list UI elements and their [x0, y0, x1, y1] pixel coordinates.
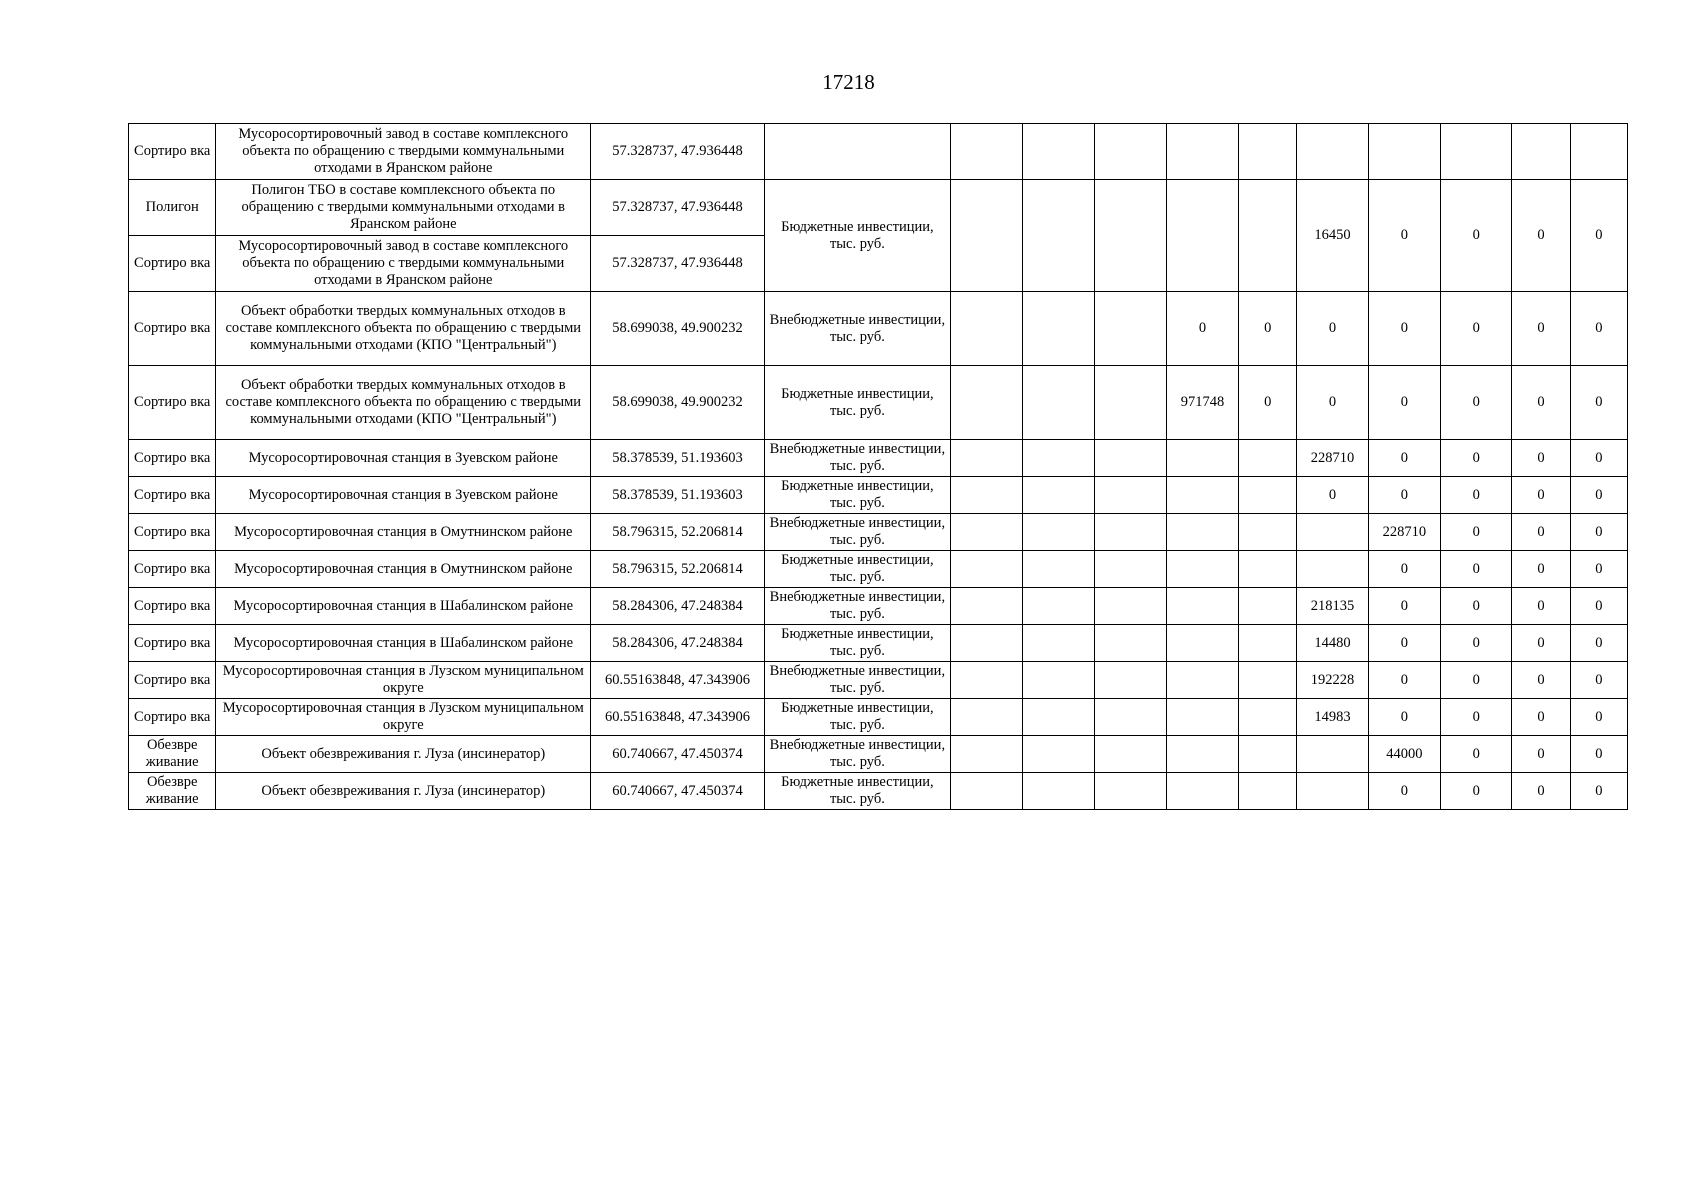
table-row	[129, 699, 1628, 736]
funding-source-cell: Бюджетные инвестиции, тыс. руб.	[764, 551, 950, 588]
value-cell: 0	[1512, 588, 1570, 625]
table-row	[129, 514, 1628, 551]
coordinates-cell: 58.796315, 52.206814	[591, 514, 765, 551]
value-cell	[1239, 662, 1297, 699]
value-cell	[1166, 625, 1238, 662]
value-cell	[1023, 124, 1095, 180]
value-cell: 0	[1368, 588, 1440, 625]
value-cell	[1023, 662, 1095, 699]
value-cell	[1095, 366, 1166, 440]
value-cell	[950, 625, 1022, 662]
value-cell	[1095, 440, 1166, 477]
value-cell	[1239, 773, 1297, 810]
object-name-cell: Объект обработки твердых коммунальных отходов в составе комплексного объекта по обращению с твердыми коммунальными отходами (КПО "Центральный")	[216, 366, 591, 440]
value-cell: 0	[1166, 292, 1238, 366]
value-cell	[1095, 699, 1166, 736]
value-cell	[1023, 773, 1095, 810]
coordinates-cell: 60.740667, 47.450374	[591, 773, 765, 810]
funding-source-cell: Внебюджетные инвестиции, тыс. руб.	[764, 662, 950, 699]
value-cell	[950, 124, 1022, 180]
value-cell: 0	[1297, 477, 1368, 514]
value-cell	[1166, 440, 1238, 477]
value-cell	[1095, 662, 1166, 699]
value-cell: 0	[1512, 440, 1570, 477]
value-cell	[1166, 514, 1238, 551]
value-cell: 0	[1441, 699, 1512, 736]
value-cell: 0	[1570, 736, 1627, 773]
value-cell	[1095, 477, 1166, 514]
object-name-cell: Мусоросортировочная станция в Зуевском районе	[216, 440, 591, 477]
object-type-cell: Сортиро вка	[129, 236, 216, 292]
coordinates-cell: 60.55163848, 47.343906	[591, 662, 765, 699]
value-cell	[1239, 514, 1297, 551]
value-cell: 0	[1512, 180, 1570, 292]
table-row	[129, 292, 1628, 366]
coordinates-cell: 58.378539, 51.193603	[591, 440, 765, 477]
page-number: 17218	[822, 70, 875, 94]
object-type-cell: Сортиро вка	[129, 625, 216, 662]
value-cell	[1023, 551, 1095, 588]
object-name-cell: Полигон ТБО в составе комплексного объекта по обращению с твердыми коммунальными отходами в Яранском районе	[216, 180, 591, 236]
value-cell: 0	[1512, 551, 1570, 588]
object-name-cell: Мусоросортировочная станция в Шабалинском районе	[216, 625, 591, 662]
table-row	[129, 625, 1628, 662]
value-cell	[1095, 773, 1166, 810]
value-cell: 0	[1570, 514, 1627, 551]
value-cell	[1512, 124, 1570, 180]
value-cell: 0	[1368, 551, 1440, 588]
value-cell	[1297, 514, 1368, 551]
value-cell: 0	[1441, 477, 1512, 514]
value-cell	[950, 699, 1022, 736]
object-name-cell: Мусоросортировочная станция в Омутнинском районе	[216, 551, 591, 588]
object-name-cell: Мусоросортировочная станция в Лузском муниципальном округе	[216, 699, 591, 736]
value-cell	[1441, 124, 1512, 180]
object-name-cell: Мусоросортировочная станция в Лузском муниципальном округе	[216, 662, 591, 699]
value-cell	[1023, 477, 1095, 514]
value-cell	[1166, 124, 1238, 180]
value-cell	[1095, 124, 1166, 180]
value-cell	[1166, 180, 1238, 292]
value-cell	[1239, 736, 1297, 773]
object-type-cell: Сортиро вка	[129, 440, 216, 477]
funding-source-cell: Внебюджетные инвестиции, тыс. руб.	[764, 514, 950, 551]
value-cell: 0	[1570, 699, 1627, 736]
value-cell: 0	[1297, 366, 1368, 440]
object-type-cell: Полигон	[129, 180, 216, 236]
value-cell	[1095, 551, 1166, 588]
value-cell	[1023, 292, 1095, 366]
value-cell	[1239, 625, 1297, 662]
value-cell: 0	[1368, 699, 1440, 736]
value-cell	[1239, 440, 1297, 477]
value-cell: 0	[1441, 366, 1512, 440]
value-cell	[1095, 625, 1166, 662]
coordinates-cell: 57.328737, 47.936448	[591, 124, 765, 180]
value-cell: 0	[1512, 625, 1570, 662]
value-cell: 0	[1512, 514, 1570, 551]
object-type-cell: Сортиро вка	[129, 366, 216, 440]
value-cell: 0	[1570, 180, 1627, 292]
coordinates-cell: 60.740667, 47.450374	[591, 736, 765, 773]
funding-source-cell: Бюджетные инвестиции, тыс. руб.	[764, 366, 950, 440]
table-row	[129, 662, 1628, 699]
object-type-cell: Сортиро вка	[129, 477, 216, 514]
value-cell: 0	[1570, 440, 1627, 477]
value-cell	[1023, 736, 1095, 773]
value-cell: 0	[1512, 699, 1570, 736]
funding-source-cell: Бюджетные инвестиции, тыс. руб.	[764, 773, 950, 810]
value-cell	[1166, 662, 1238, 699]
value-cell: 228710	[1297, 440, 1368, 477]
value-cell: 0	[1570, 625, 1627, 662]
value-cell	[1023, 366, 1095, 440]
value-cell	[950, 736, 1022, 773]
object-name-cell: Объект обработки твердых коммунальных отходов в составе комплексного объекта по обращению с твердыми коммунальными отходами (КПО "Центральный")	[216, 292, 591, 366]
value-cell: 0	[1441, 551, 1512, 588]
value-cell	[1095, 736, 1166, 773]
value-cell: 0	[1570, 662, 1627, 699]
value-cell: 0	[1441, 440, 1512, 477]
value-cell: 0	[1570, 477, 1627, 514]
value-cell: 0	[1570, 292, 1627, 366]
object-type-cell: Сортиро вка	[129, 662, 216, 699]
value-cell: 0	[1368, 773, 1440, 810]
value-cell	[1297, 736, 1368, 773]
value-cell: 0	[1512, 477, 1570, 514]
value-cell	[950, 180, 1022, 292]
coordinates-cell: 60.55163848, 47.343906	[591, 699, 765, 736]
coordinates-cell: 58.699038, 49.900232	[591, 292, 765, 366]
value-cell	[1239, 699, 1297, 736]
value-cell: 218135	[1297, 588, 1368, 625]
value-cell	[1095, 514, 1166, 551]
value-cell	[950, 551, 1022, 588]
value-cell	[1166, 477, 1238, 514]
value-cell	[950, 440, 1022, 477]
value-cell	[1239, 588, 1297, 625]
value-cell	[1166, 699, 1238, 736]
value-cell	[950, 588, 1022, 625]
funding-source-cell: Внебюджетные инвестиции, тыс. руб.	[764, 736, 950, 773]
value-cell	[950, 514, 1022, 551]
coordinates-cell: 58.284306, 47.248384	[591, 588, 765, 625]
funding-source-cell: Внебюджетные инвестиции, тыс. руб.	[764, 588, 950, 625]
table-row	[129, 588, 1628, 625]
value-cell: 0	[1570, 551, 1627, 588]
value-cell: 0	[1512, 736, 1570, 773]
coordinates-cell: 58.699038, 49.900232	[591, 366, 765, 440]
coordinates-cell: 58.378539, 51.193603	[591, 477, 765, 514]
funding-source-cell: Бюджетные инвестиции, тыс. руб.	[764, 625, 950, 662]
funding-source-cell: Бюджетные инвестиции, тыс. руб.	[764, 477, 950, 514]
object-type-cell: Сортиро вка	[129, 588, 216, 625]
investment-table	[128, 123, 1628, 810]
object-type-cell: Обезвре живание	[129, 736, 216, 773]
object-name-cell: Мусоросортировочная станция в Омутнинском районе	[216, 514, 591, 551]
value-cell: 0	[1512, 662, 1570, 699]
value-cell	[950, 366, 1022, 440]
value-cell	[1095, 180, 1166, 292]
value-cell: 0	[1512, 773, 1570, 810]
table-row	[129, 477, 1628, 514]
table-row	[129, 124, 1628, 180]
value-cell: 0	[1368, 292, 1440, 366]
value-cell	[1023, 440, 1095, 477]
value-cell	[1239, 477, 1297, 514]
value-cell: 0	[1441, 588, 1512, 625]
value-cell	[1239, 180, 1297, 292]
value-cell: 0	[1368, 180, 1440, 292]
value-cell	[1023, 588, 1095, 625]
table-row	[129, 366, 1628, 440]
object-name-cell: Мусоросортировочная станция в Зуевском районе	[216, 477, 591, 514]
value-cell: 0	[1441, 625, 1512, 662]
value-cell	[1023, 699, 1095, 736]
value-cell: 0	[1441, 662, 1512, 699]
value-cell	[1166, 588, 1238, 625]
object-type-cell: Сортиро вка	[129, 699, 216, 736]
value-cell: 0	[1570, 773, 1627, 810]
object-name-cell: Объект обезвреживания г. Луза (инсинератор)	[216, 736, 591, 773]
value-cell	[950, 773, 1022, 810]
object-name-cell: Мусоросортировочный завод в составе комплексного объекта по обращению с твердыми коммунальными отходами в Яранском районе	[216, 124, 591, 180]
table-row	[129, 440, 1628, 477]
funding-source-cell: Внебюджетные инвестиции, тыс. руб.	[764, 440, 950, 477]
value-cell: 192228	[1297, 662, 1368, 699]
object-type-cell: Сортиро вка	[129, 292, 216, 366]
value-cell: 0	[1368, 440, 1440, 477]
table-row	[129, 736, 1628, 773]
object-name-cell: Объект обезвреживания г. Луза (инсинератор)	[216, 773, 591, 810]
value-cell	[1239, 124, 1297, 180]
value-cell	[1023, 625, 1095, 662]
funding-source-cell: Внебюджетные инвестиции, тыс. руб.	[764, 292, 950, 366]
value-cell: 16450	[1297, 180, 1368, 292]
table-row	[129, 180, 1628, 236]
value-cell: 971748	[1166, 366, 1238, 440]
value-cell	[1166, 736, 1238, 773]
value-cell: 0	[1368, 625, 1440, 662]
value-cell: 14983	[1297, 699, 1368, 736]
value-cell: 0	[1570, 366, 1627, 440]
value-cell	[1095, 292, 1166, 366]
value-cell: 44000	[1368, 736, 1440, 773]
value-cell: 0	[1368, 662, 1440, 699]
value-cell	[1297, 124, 1368, 180]
coordinates-cell: 58.796315, 52.206814	[591, 551, 765, 588]
value-cell: 14480	[1297, 625, 1368, 662]
object-name-cell: Мусоросортировочный завод в составе комплексного объекта по обращению с твердыми коммунальными отходами в Яранском районе	[216, 236, 591, 292]
object-type-cell: Обезвре живание	[129, 773, 216, 810]
value-cell: 0	[1239, 292, 1297, 366]
value-cell: 0	[1512, 366, 1570, 440]
funding-source-cell: Бюджетные инвестиции, тыс. руб.	[764, 699, 950, 736]
value-cell: 0	[1441, 180, 1512, 292]
value-cell	[950, 292, 1022, 366]
value-cell	[1166, 551, 1238, 588]
value-cell: 0	[1297, 292, 1368, 366]
value-cell: 228710	[1368, 514, 1440, 551]
value-cell	[950, 477, 1022, 514]
object-type-cell: Сортиро вка	[129, 124, 216, 180]
coordinates-cell: 57.328737, 47.936448	[591, 236, 765, 292]
coordinates-cell: 58.284306, 47.248384	[591, 625, 765, 662]
value-cell	[1166, 773, 1238, 810]
coordinates-cell: 57.328737, 47.936448	[591, 180, 765, 236]
funding-source-cell	[764, 124, 950, 180]
value-cell	[1023, 514, 1095, 551]
value-cell	[1023, 180, 1095, 292]
value-cell	[1297, 551, 1368, 588]
value-cell: 0	[1368, 366, 1440, 440]
value-cell: 0	[1441, 736, 1512, 773]
value-cell	[1570, 124, 1627, 180]
object-type-cell: Сортиро вка	[129, 551, 216, 588]
value-cell: 0	[1512, 292, 1570, 366]
object-type-cell: Сортиро вка	[129, 514, 216, 551]
value-cell: 0	[1441, 292, 1512, 366]
table-row	[129, 551, 1628, 588]
value-cell	[1368, 124, 1440, 180]
value-cell	[1095, 588, 1166, 625]
value-cell: 0	[1570, 588, 1627, 625]
value-cell: 0	[1441, 773, 1512, 810]
value-cell	[950, 662, 1022, 699]
table-row	[129, 773, 1628, 810]
value-cell: 0	[1368, 477, 1440, 514]
object-name-cell: Мусоросортировочная станция в Шабалинском районе	[216, 588, 591, 625]
value-cell: 0	[1239, 366, 1297, 440]
value-cell: 0	[1441, 514, 1512, 551]
funding-source-cell: Бюджетные инвестиции, тыс. руб.	[764, 180, 950, 292]
value-cell	[1297, 773, 1368, 810]
value-cell	[1239, 551, 1297, 588]
